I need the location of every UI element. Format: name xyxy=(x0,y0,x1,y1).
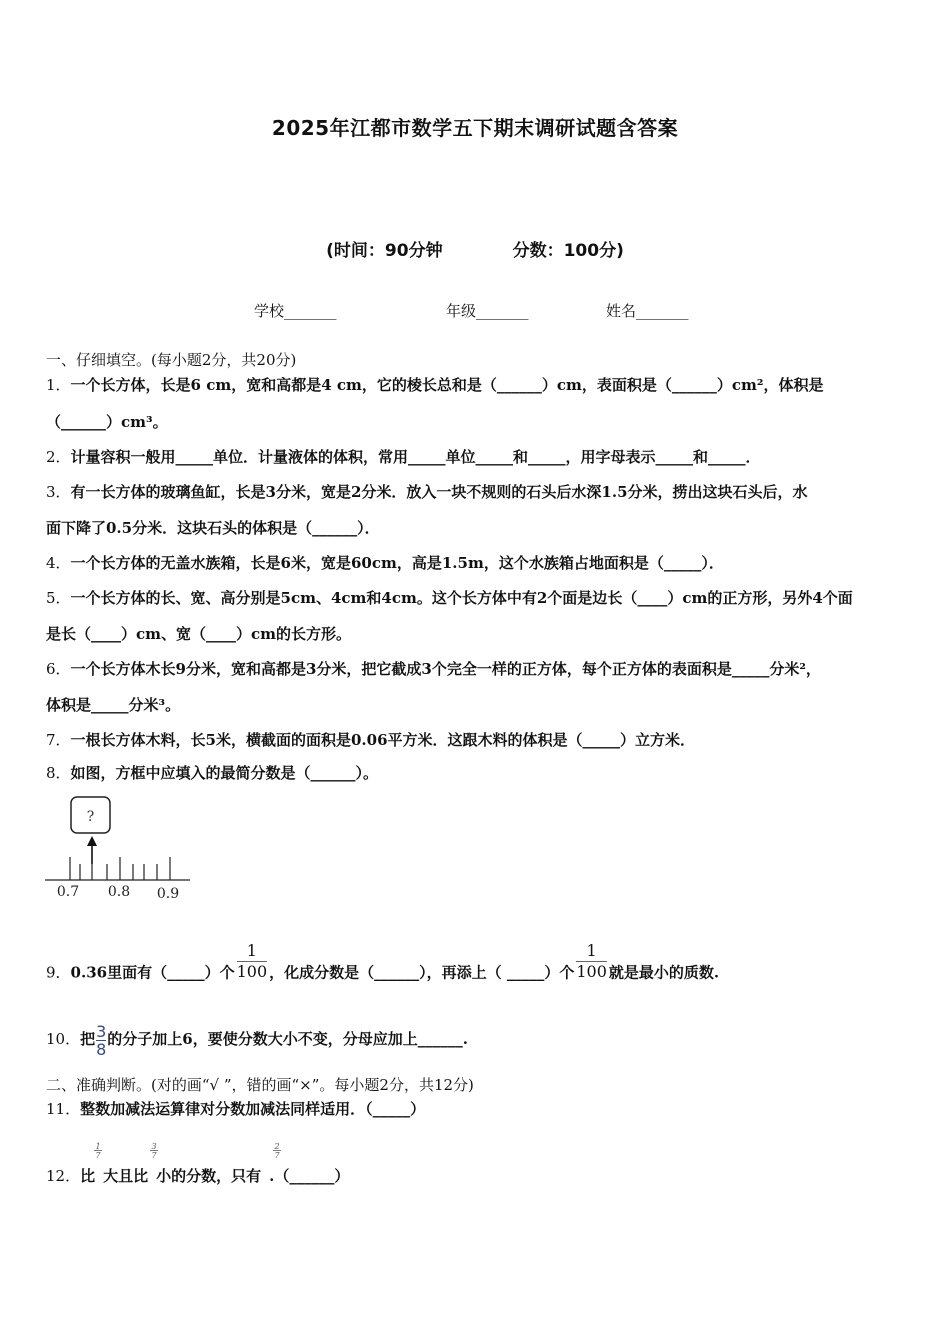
fraction-denominator: 7 xyxy=(151,1151,157,1160)
question-1-line1 xyxy=(46,374,916,396)
question-3-line1 xyxy=(46,481,916,503)
question-7-text: 一根长方体木料，长5米，横截面的面积是0.06平方米．这跟木料的体积是（_____）立方米． xyxy=(70,731,696,749)
fraction-numerator: 2 xyxy=(274,1142,280,1151)
question-5-line2: 是长（____）cm、宽（____）cm的长方形。 xyxy=(46,625,352,643)
section2-heading: 二、准确判断。(对的画“√ ”，错的画“×”。每小题2分，共12分) xyxy=(46,1076,474,1094)
question-12-text-c: 小的分数，只有 xyxy=(156,1167,262,1185)
fraction-one-seventh xyxy=(94,1143,102,1159)
question-8 xyxy=(46,762,916,784)
question-9-text-a: 0.36里面有（_____）个 xyxy=(70,963,235,982)
question-number: 10． xyxy=(46,1030,81,1048)
exam-time: (时间：90分钟 xyxy=(326,241,443,261)
fraction-denominator: 100 xyxy=(576,962,607,981)
school-field[interactable]: 学校_______ xyxy=(254,302,337,320)
question-11-text: 整数加减法运算律对分数加减法同样适用．（_____） xyxy=(80,1100,426,1118)
fraction-denominator: 7 xyxy=(274,1151,280,1160)
fraction-three-eighths xyxy=(96,1021,107,1059)
question-6-line2: 体积是_____分米³。 xyxy=(46,696,181,714)
question-number: 11． xyxy=(46,1100,81,1118)
question-11 xyxy=(46,1098,916,1120)
question-5-text: 一个长方体的长、宽、高分别是5cm、4cm和4cm。这个长方体中有2个面是边长（____）cm的正方形，另外4个面 xyxy=(70,589,853,607)
tick-label-0-9: 0.9 xyxy=(156,886,180,902)
question-7 xyxy=(46,729,916,751)
fraction-numerator: 1 xyxy=(586,941,597,960)
pointer-arrow-head xyxy=(87,836,97,846)
question-12-text-b: 大且比 xyxy=(103,1167,149,1185)
answer-box-label: ? xyxy=(86,809,95,825)
question-6-text: 一个长方体木长9分米，宽和高都是3分米，把它截成3个完全一样的正方体，每个正方体的表面积是_____分米²， xyxy=(70,660,821,678)
question-number: 9． xyxy=(46,963,71,982)
fraction-one-hundredth xyxy=(237,942,268,981)
question-number: 1． xyxy=(46,376,71,394)
question-number: 2． xyxy=(46,448,71,466)
question-10 xyxy=(46,1020,916,1058)
question-12-text-a: 比 xyxy=(80,1167,96,1185)
fraction-numerator: 1 xyxy=(246,941,257,960)
question-number: 4． xyxy=(46,554,71,572)
question-10-text-a: 把 xyxy=(80,1030,96,1048)
number-line-ticks xyxy=(70,857,170,880)
question-8-text: 如图，方框中应填入的最简分数是（______）。 xyxy=(70,764,379,782)
question-2-text: 计量容积一般用_____单位．计量液体的体积，常用_____单位_____和_____，用字母表示_____和_____． xyxy=(70,448,761,466)
question-12-text-d: .（______） xyxy=(269,1167,350,1185)
exam-score: 分数：100分) xyxy=(512,241,624,261)
tick-label-0-8: 0.8 xyxy=(107,884,131,900)
question-number: 5． xyxy=(46,589,71,607)
fraction-numerator: 1 xyxy=(95,1142,101,1151)
question-9-text-b: ，化成分数是（______），再添上（ _____）个 xyxy=(269,963,575,982)
fraction-two-sevenths xyxy=(273,1143,281,1159)
fraction-three-sevenths xyxy=(150,1143,158,1159)
question-1-line2: （______）cm³。 xyxy=(46,413,168,431)
fraction-one-hundredth-2 xyxy=(576,942,607,981)
question-9 xyxy=(46,941,916,993)
question-4-text: 一个长方体的无盖水族箱，长是6米，宽是60cm，高是1.5m，这个水族箱占地面积是（_____）． xyxy=(70,554,724,572)
question-3-line2: 面下降了0.5分米．这块石头的体积是（______）． xyxy=(46,519,380,537)
question-9-text-c: 就是最小的质数. xyxy=(608,963,720,982)
question-12 xyxy=(46,1165,916,1187)
fraction-denominator: 7 xyxy=(95,1151,101,1160)
section1-heading: 一、仔细填空。(每小题2分，共20分) xyxy=(46,351,297,369)
question-1-text: 一个长方体，长是6 cm，宽和高都是4 cm，它的棱长总和是（______）cm，表面积是（______）cm²，体积是 xyxy=(70,376,824,394)
tick-label-0-7: 0.7 xyxy=(56,884,80,900)
question-4 xyxy=(46,552,916,574)
number-line-figure xyxy=(44,794,194,904)
grade-field[interactable]: 年级_______ xyxy=(446,302,529,320)
fraction-numerator: 3 xyxy=(96,1021,107,1041)
question-3-text: 有一长方体的玻璃鱼缸，长是3分米，宽是2分米．放入一块不规则的石头后水深1.5分米，捞出这块石头后，水 xyxy=(70,483,808,501)
fraction-denominator: 100 xyxy=(236,962,268,981)
fraction-denominator: 8 xyxy=(96,1039,107,1059)
question-5-line1 xyxy=(46,587,916,609)
question-6-line1 xyxy=(46,658,916,680)
fraction-numerator: 3 xyxy=(151,1142,157,1151)
document-title: 2025年江都市数学五下期末调研试题含答案 xyxy=(271,116,679,140)
question-number: 12． xyxy=(46,1167,81,1185)
exam-info xyxy=(0,236,950,261)
question-2 xyxy=(46,446,916,468)
question-number: 7． xyxy=(46,731,71,749)
question-number: 8． xyxy=(46,764,71,782)
name-field[interactable]: 姓名_______ xyxy=(606,302,689,320)
question-number: 3． xyxy=(46,483,71,501)
question-10-text-b: 的分子加上6，要使分数大小不变，分母应加上______. xyxy=(107,1030,468,1048)
question-number: 6． xyxy=(46,660,71,678)
